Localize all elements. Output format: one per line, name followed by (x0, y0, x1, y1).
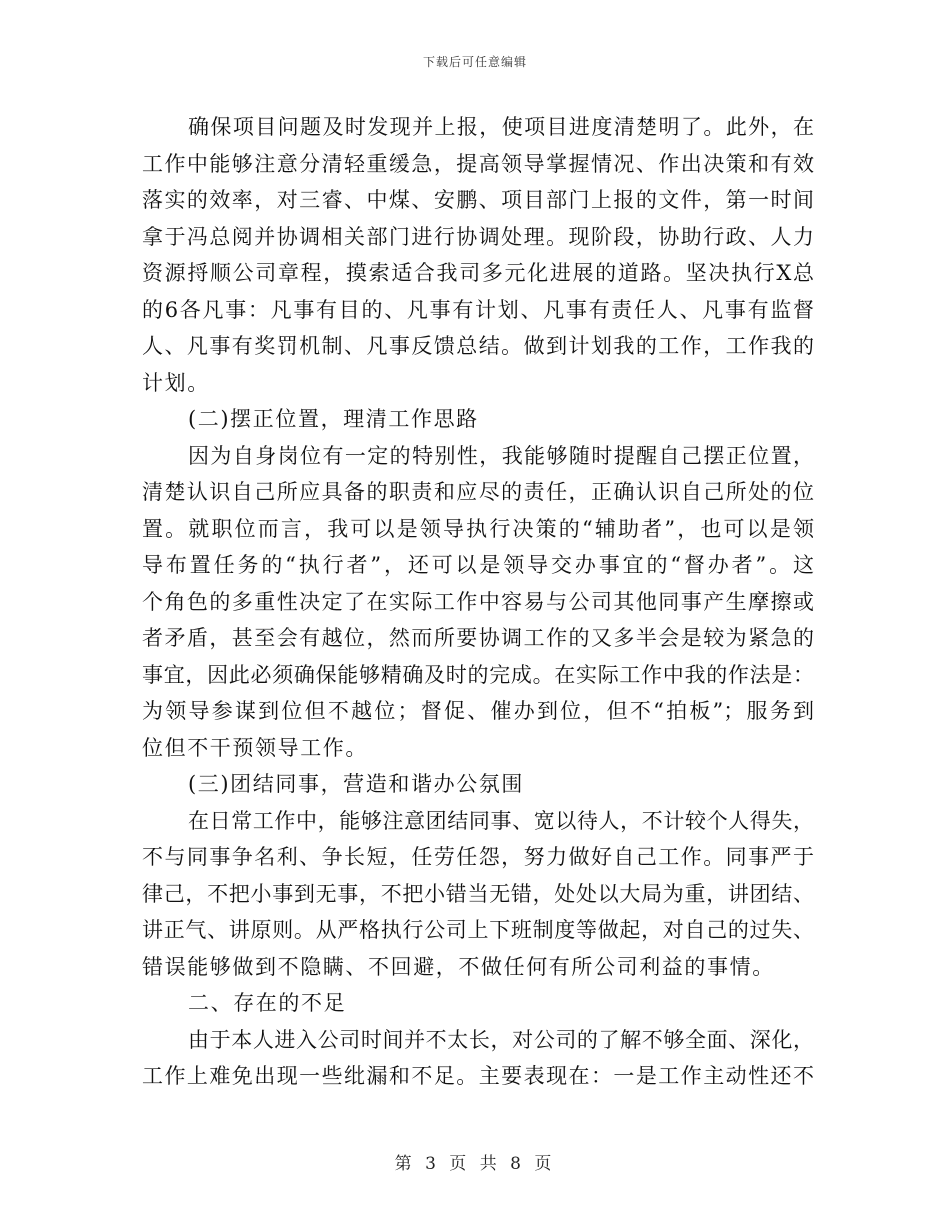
text-line: 落实的效率，对三睿、中煤、安鹏、项目部门上报的文件，第一时间 (142, 188, 814, 212)
text-line: 导布置任务的“执行者”，还可以是领导交办事宜的“督办者”。这 (142, 553, 814, 577)
text-line: 事宜，因此必须确保能够精确及时的完成。在实际工作中我的作法是： (142, 662, 814, 687)
text-line: 人、凡事有奖罚机制、凡事反馈总结。做到计划我的工作，工作我的 (142, 334, 814, 358)
text-line: 的6各凡事：凡事有目的、凡事有计划、凡事有责任人、凡事有监督 (142, 297, 814, 322)
text-line: 确保项目问题及时发现并上报，使项目进度清楚明了。此外，在 (188, 115, 814, 139)
text-line: 置。就职位而言，我可以是领导执行决策的“辅助者”，也可以是领 (142, 516, 814, 541)
text-line: 工作中能够注意分清轻重缓急，提高领导掌握情况、作出决策和有效 (142, 151, 814, 176)
text-line: 位但不干预领导工作。 (142, 735, 368, 760)
text-line: 错误能够做到不隐瞒、不回避，不做任何有所公司利益的事情。 (142, 954, 775, 979)
text-line: 清楚认识自己所应具备的职责和应尽的责任，正确认识自己所处的位 (142, 480, 814, 504)
text-line: 工作上难免出现一些纰漏和不足。主要表现在：一是工作主动性还不 (142, 1064, 814, 1088)
text-line: 为领导参谋到位但不越位；督促、催办到位，但不“拍板”；服务到 (142, 699, 814, 723)
text-line: 不与同事争名利、争长短，任劳任怨，努力做好自己工作。同事严于 (142, 845, 814, 869)
page-number: 第 3 页 共 8 页 (394, 1154, 556, 1174)
text-line: 者矛盾，甚至会有越位，然而所要协调工作的又多半会是较为紧急的 (142, 626, 814, 650)
text-line: 个角色的多重性决定了在实际工作中容易与公司其他同事产生摩擦或 (142, 589, 814, 614)
text-line: 讲正气、讲原则。从严格执行公司上下班制度等做起，对自己的过失、 (142, 918, 814, 942)
text-line: (二)摆正位置，理清工作思路 (188, 407, 479, 431)
document-body (142, 109, 814, 1095)
text-line: 律己，不把小事到无事，不把小错当无错，处处以大局为重，讲团结、 (142, 881, 814, 906)
text-line: 拿于冯总阅并协调相关部门进行协调处理。现阶段，协助行政、人力 (142, 224, 814, 249)
page-header-note: 下载后可任意编辑 (422, 55, 527, 69)
text-line: 由于本人进入公司时间并不太长，对公司的了解不够全面、深化， (188, 1027, 814, 1052)
text-line: (三)团结同事，营造和谐办公氛围 (188, 772, 524, 796)
text-line: 二、存在的不足 (188, 991, 347, 1015)
text-line: 在日常工作中，能够注意团结同事、宽以待人，不计较个人得失， (188, 808, 814, 833)
text-line: 因为自身岗位有一定的特别性，我能够随时提醒自己摆正位置， (188, 443, 814, 468)
text-line: 计划。 (142, 370, 210, 395)
text-line: 资源捋顺公司章程，摸索适合我司多元化进展的道路。坚决执行X总 (142, 261, 814, 285)
